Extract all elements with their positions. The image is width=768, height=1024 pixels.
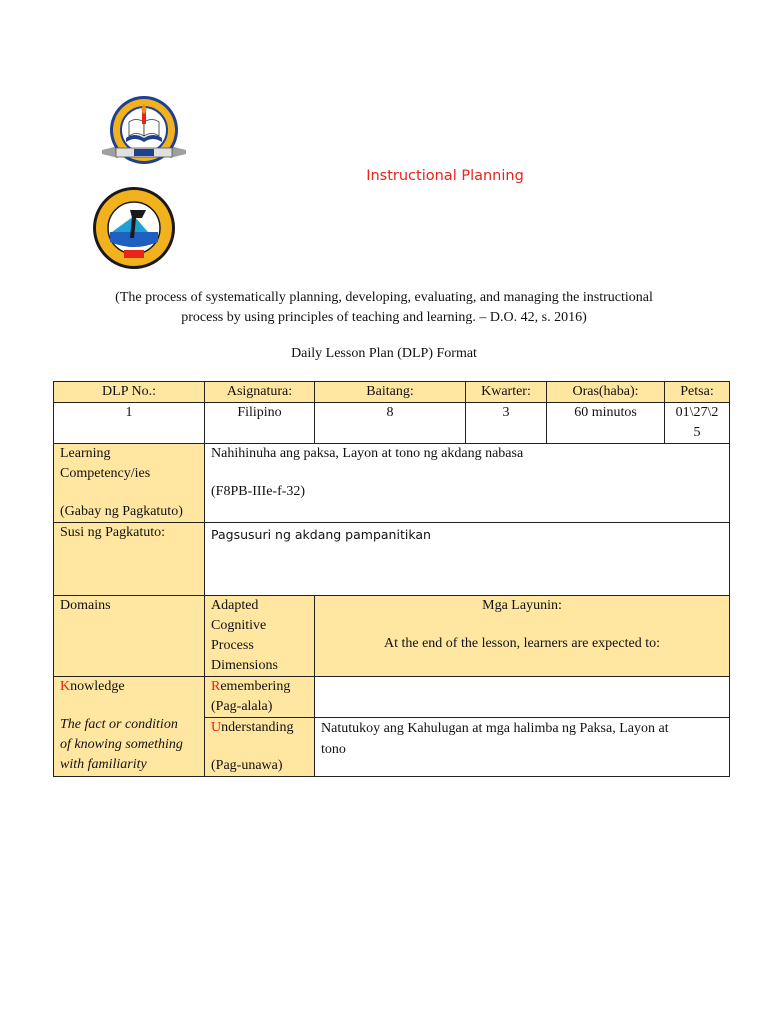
value-petsa-line-2: 5 [693,425,701,440]
remembering-cell [205,677,315,718]
daily-lesson-plan-table [53,381,730,777]
header-kwarter: Kwarter: [466,382,547,403]
understanding-cell [205,718,315,777]
understanding-text-line-1: Natutukoy ang Kahulugan at mga halimba ng Paksa, Layon at [321,721,669,736]
value-asignatura: Filipino [205,403,315,444]
layunin-title: Mga Layunin: [482,598,562,613]
understanding-initial: U [211,720,222,735]
definition-line-1: (The process of systematically planning, developing, evaluating, and managing the instructional [115,290,653,305]
remembering-sub: (Pag-alala) [211,699,273,714]
value-petsa [665,403,730,444]
adapted-line-2: Cognitive [211,618,267,633]
knowledge-desc-line-2: of knowing something [60,737,183,752]
adapted-line-3: Process [211,638,254,653]
understanding-label [211,718,308,738]
remembering-objective [315,677,730,718]
knowledge-label [60,677,198,697]
susi-label: Susi ng Pagkatuto: [54,523,205,596]
header-dlp-no: DLP No.: [54,382,205,403]
value-dlp-no: 1 [54,403,205,444]
remembering-initial: R [211,679,221,694]
cebu-roosevelt-memorial-colleges-logo [90,186,178,270]
header-petsa: Petsa: [665,382,730,403]
value-petsa-line-1: 01\27\2 [675,405,719,420]
knowledge-initial: K [60,679,71,694]
remembering-label [211,677,308,697]
knowledge-desc-line-1: The fact or condition [60,717,178,732]
competency-row [54,444,730,523]
remembering-rest: emembering [220,679,291,694]
dlp-format-title: Daily Lesson Plan (DLP) Format [291,346,477,361]
value-baitang: 8 [315,403,466,444]
knowledge-rest: nowledge [70,679,125,694]
susi-text: Pagsusuri ng akdang pampanitikan [205,523,730,596]
competency-code: (F8PB-IIIe-f-32) [211,484,306,499]
table-header-row [54,382,730,403]
adapted-line-4: Dimensions [211,658,278,673]
instructional-planning-definition [84,288,684,328]
domains-label: Domains [54,596,205,677]
layunin-cell [315,596,730,677]
page-title: Instructional Planning [366,168,524,184]
layunin-subtitle: At the end of the lesson, learners are expected to: [383,636,660,651]
domains-row [54,596,730,677]
competency-label-line-1: Learning [60,446,111,461]
value-kwarter: 3 [466,403,547,444]
understanding-rest: nderstanding [221,720,294,735]
definition-line-2: process by using principles of teaching and learning. – D.O. 42, s. 2016) [181,310,587,325]
competency-content [205,444,730,523]
adapted-dimensions [205,596,315,677]
susi-row [54,523,730,596]
header-oras: Oras(haba): [547,382,665,403]
college-of-teacher-education-logo [96,92,192,172]
understanding-text-line-2: tono [321,742,346,757]
header-asignatura: Asignatura: [205,382,315,403]
adapted-line-1: Adapted [211,598,259,613]
understanding-sub: (Pag-unawa) [211,758,283,773]
understanding-objective [315,718,730,777]
competency-label-line-2: Competency/ies [60,466,151,481]
value-oras: 60 minutos [547,403,665,444]
competency-label [54,444,205,523]
table-values-row [54,403,730,444]
remembering-row [54,677,730,718]
knowledge-desc-line-3: with familiarity [60,757,147,772]
competency-label-sub: (Gabay ng Pagkatuto) [60,504,183,519]
header-baitang: Baitang: [315,382,466,403]
competency-text: Nahihinuha ang paksa, Layon at tono ng akdang nabasa [211,446,524,461]
knowledge-cell [54,677,205,777]
